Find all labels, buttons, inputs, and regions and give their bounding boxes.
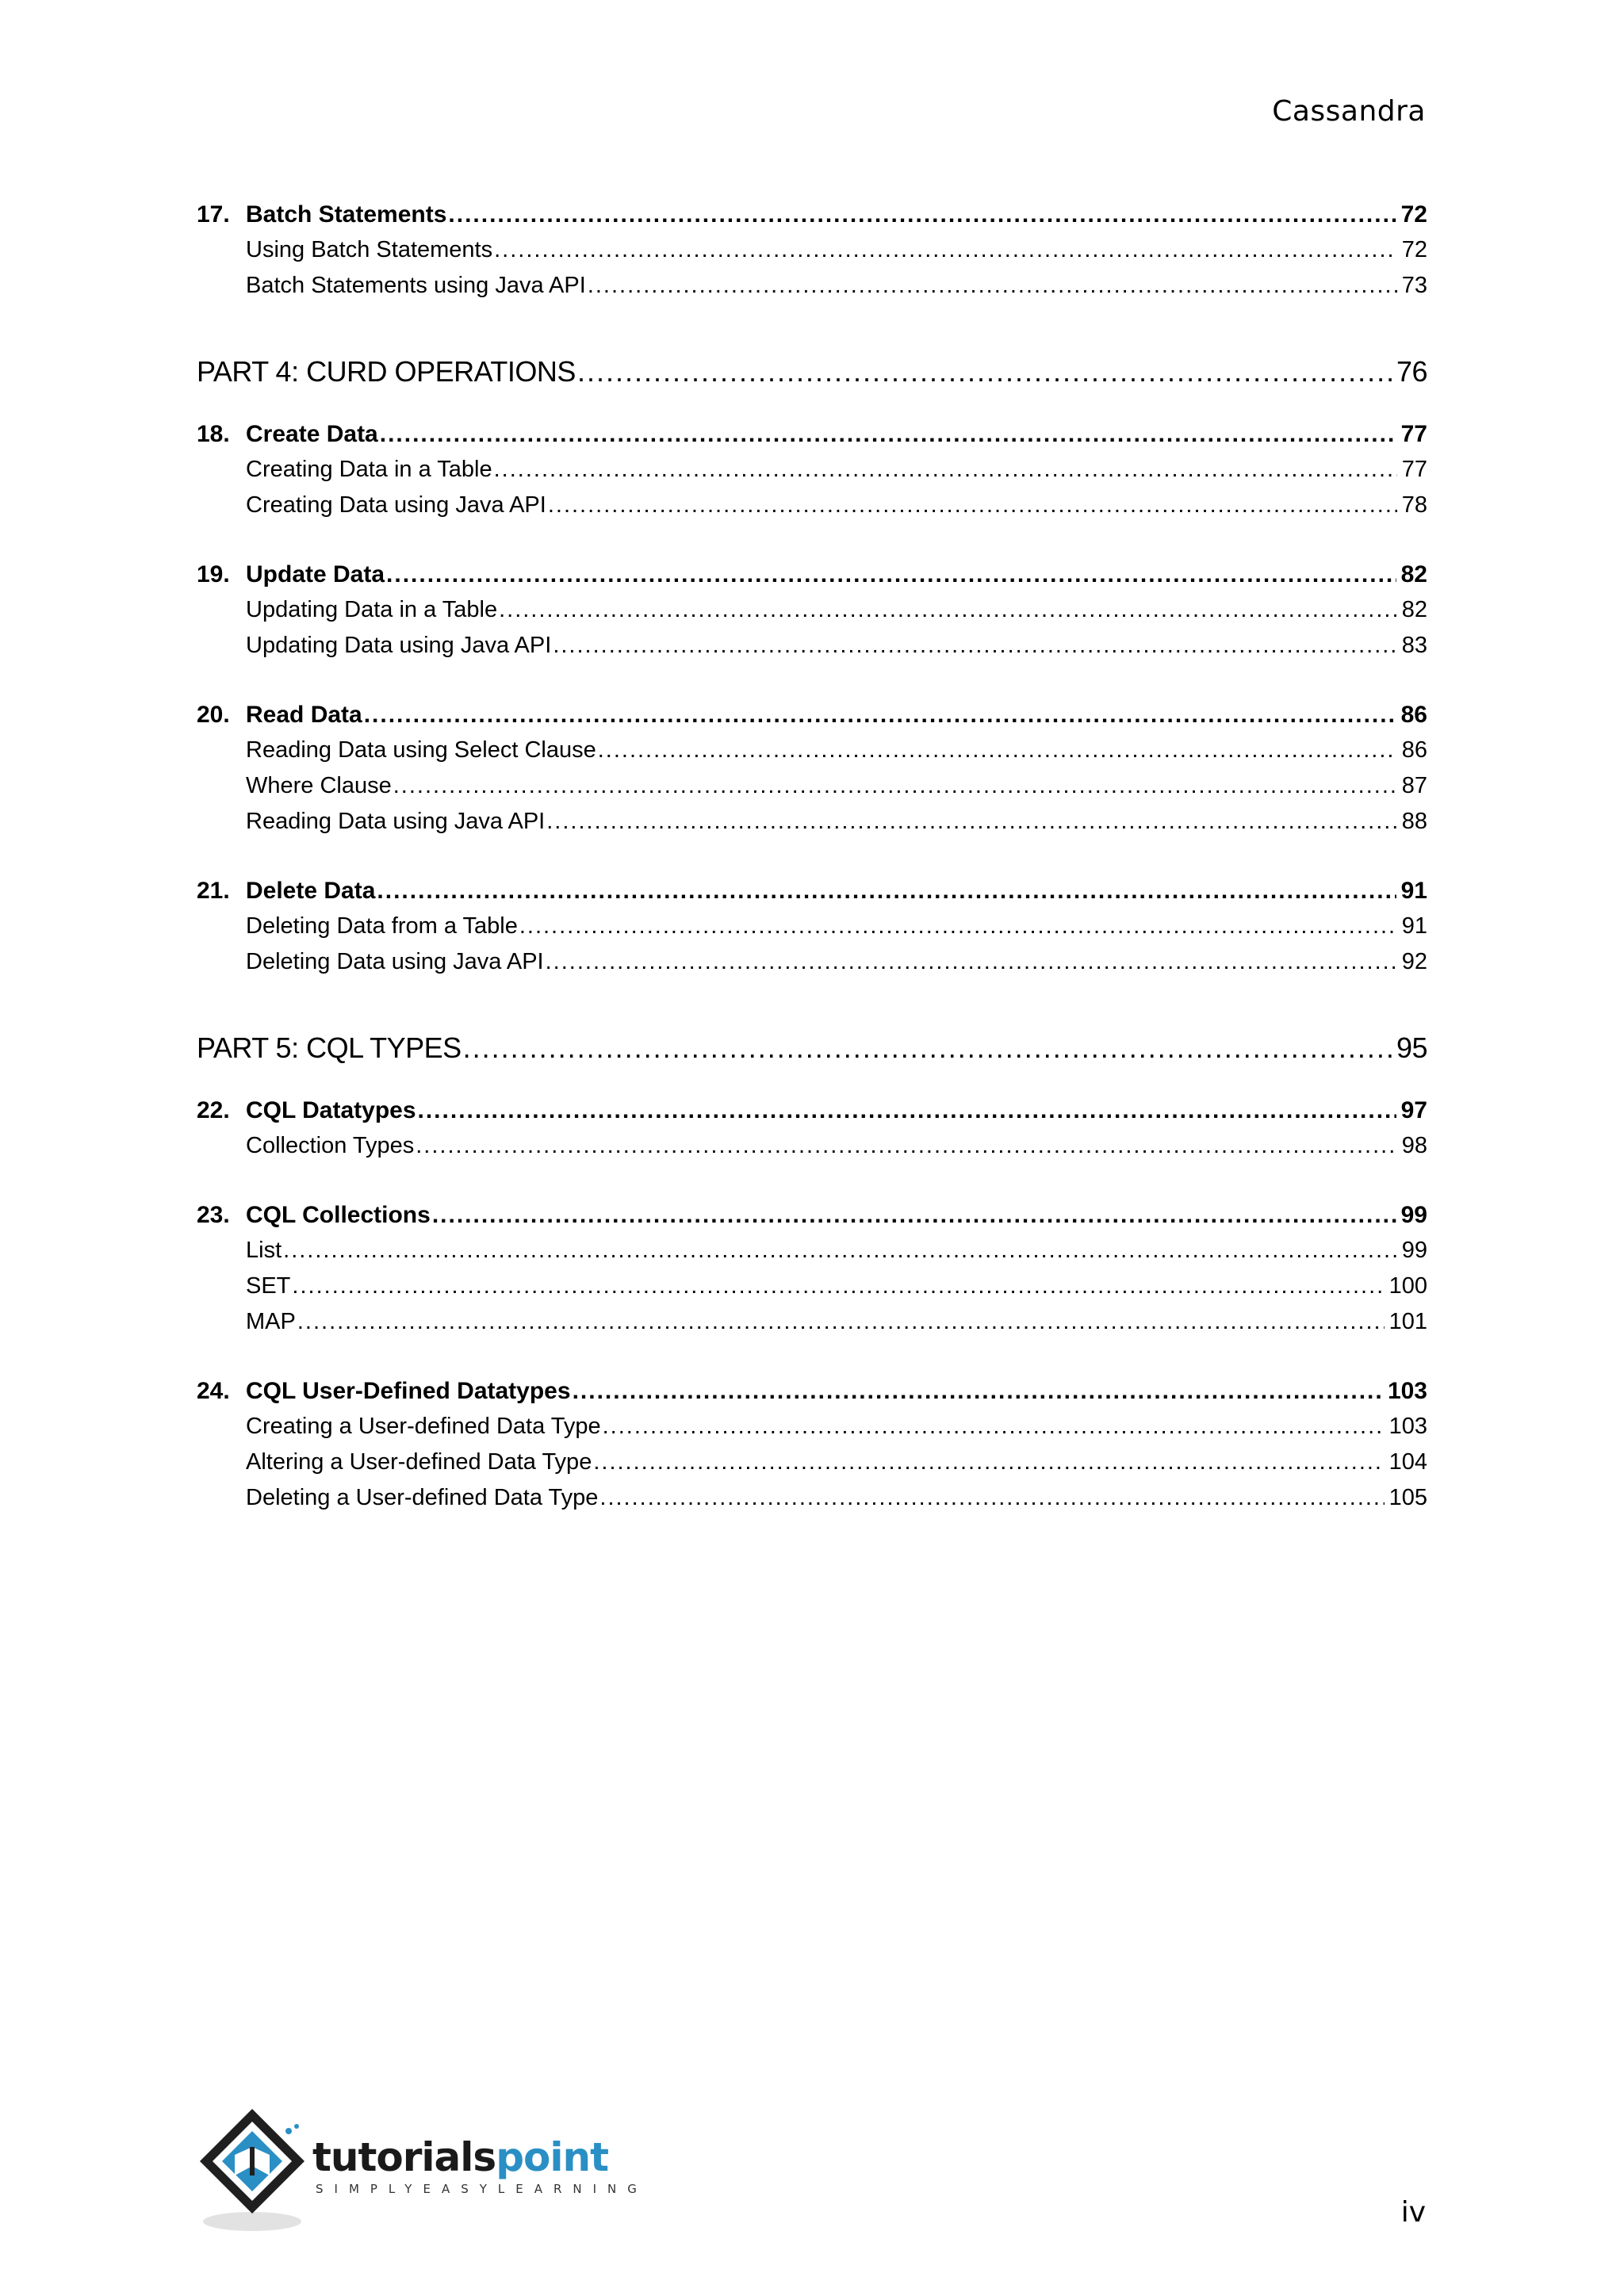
dot-leader bbox=[548, 488, 1397, 523]
dot-leader bbox=[546, 804, 1396, 840]
toc-page-number: 73 bbox=[1401, 273, 1427, 298]
dot-leader bbox=[577, 350, 1392, 394]
toc-section-entry[interactable] bbox=[197, 1128, 1427, 1164]
toc-page-number: 98 bbox=[1401, 1133, 1427, 1158]
dot-leader bbox=[573, 1373, 1383, 1409]
toc-entry-title: PART 4: CURD OPERATIONS bbox=[197, 355, 576, 388]
toc-page-number: 77 bbox=[1401, 457, 1427, 482]
toc-entry-title: List bbox=[246, 1238, 282, 1263]
toc-section-entry[interactable] bbox=[197, 452, 1427, 488]
toc-page-number: 88 bbox=[1401, 809, 1427, 834]
toc-entry-title: Update Data bbox=[246, 561, 385, 587]
toc-page-number: 91 bbox=[1401, 913, 1427, 939]
logo-diamond-icon bbox=[195, 2103, 314, 2237]
toc-entry-title: Deleting Data using Java API bbox=[246, 949, 544, 974]
dot-leader bbox=[519, 909, 1397, 944]
toc-chapter-number: 18. bbox=[197, 421, 230, 447]
tutorialspoint-logo bbox=[195, 2103, 648, 2237]
toc-page-number: 100 bbox=[1388, 1273, 1427, 1299]
dot-leader bbox=[380, 416, 1396, 452]
toc-section-entry[interactable] bbox=[197, 944, 1427, 980]
toc-entry-title: Batch Statements bbox=[246, 201, 447, 228]
dot-leader bbox=[499, 592, 1397, 628]
toc-page-number: 72 bbox=[1400, 201, 1427, 228]
toc-chapter-number: 17. bbox=[197, 201, 230, 228]
logo-wordmark bbox=[312, 2134, 608, 2180]
toc-section-entry[interactable] bbox=[197, 232, 1427, 268]
toc-chapter-number: 20. bbox=[197, 702, 230, 728]
dot-leader bbox=[418, 1093, 1396, 1128]
toc-part-entry[interactable] bbox=[197, 350, 1427, 394]
dot-leader bbox=[553, 628, 1396, 664]
dot-leader bbox=[393, 768, 1397, 804]
toc-chapter-entry[interactable] bbox=[197, 1373, 1427, 1409]
toc-page-number: 99 bbox=[1400, 1202, 1427, 1228]
toc-page-number: 99 bbox=[1401, 1238, 1427, 1263]
toc-page-number: 86 bbox=[1401, 737, 1427, 763]
toc-entry-title: Altering a User-defined Data Type bbox=[246, 1449, 592, 1475]
toc-section-entry[interactable] bbox=[197, 768, 1427, 804]
toc-entry-title: Where Clause bbox=[246, 773, 392, 798]
toc-chapter-entry[interactable] bbox=[197, 873, 1427, 909]
dot-leader bbox=[364, 697, 1396, 733]
toc-entry-title: Create Data bbox=[246, 421, 378, 447]
toc-page-number: 82 bbox=[1401, 597, 1427, 622]
toc-section-entry[interactable] bbox=[197, 628, 1427, 664]
toc-page-number: 92 bbox=[1401, 949, 1427, 974]
toc-entry-title: Delete Data bbox=[246, 878, 376, 904]
toc-section-entry[interactable] bbox=[197, 592, 1427, 628]
toc-page-number: 95 bbox=[1396, 1031, 1427, 1064]
dot-leader bbox=[292, 1269, 1384, 1304]
dot-leader bbox=[494, 232, 1397, 268]
toc-section-entry[interactable] bbox=[197, 488, 1427, 523]
logo-tagline: SIMPLYEASYLEARNING bbox=[316, 2182, 648, 2196]
dot-leader bbox=[448, 197, 1396, 232]
toc-entry-title: Updating Data using Java API bbox=[246, 633, 552, 658]
toc-entry-title: Deleting Data from a Table bbox=[246, 913, 518, 939]
toc-entry-title: CQL Collections bbox=[246, 1202, 431, 1228]
toc-chapter-entry[interactable] bbox=[197, 1093, 1427, 1128]
toc-entry-title: SET bbox=[246, 1273, 291, 1299]
toc-chapter-number: 21. bbox=[197, 878, 230, 904]
logo-word-tutorials: tutorials bbox=[312, 2134, 496, 2180]
toc-part-entry[interactable] bbox=[197, 1026, 1427, 1070]
toc-entry-title: CQL User-Defined Datatypes bbox=[246, 1378, 571, 1404]
dot-leader bbox=[598, 733, 1397, 768]
toc-entry-title: MAP bbox=[246, 1309, 296, 1334]
toc-entry-title: Batch Statements using Java API bbox=[246, 273, 586, 298]
toc-section-entry[interactable] bbox=[197, 1304, 1427, 1340]
toc-page-number: 104 bbox=[1388, 1449, 1427, 1475]
toc-chapter-number: 22. bbox=[197, 1097, 230, 1123]
toc-entry-title: Reading Data using Select Clause bbox=[246, 737, 596, 763]
toc-page-number: 103 bbox=[1388, 1414, 1427, 1439]
toc-page-number: 72 bbox=[1401, 237, 1427, 262]
toc-chapter-entry[interactable] bbox=[197, 697, 1427, 733]
toc-chapter-number: 19. bbox=[197, 561, 230, 587]
toc-section-entry[interactable] bbox=[197, 1269, 1427, 1304]
dot-leader bbox=[386, 557, 1396, 592]
toc-page-number: 101 bbox=[1388, 1309, 1427, 1334]
toc-page-number: 78 bbox=[1401, 492, 1427, 518]
toc-entry-title: Deleting a User-defined Data Type bbox=[246, 1485, 599, 1510]
toc-chapter-entry[interactable] bbox=[197, 1197, 1427, 1233]
toc-entry-title: Collection Types bbox=[246, 1133, 415, 1158]
toc-entry-title: Creating Data in a Table bbox=[246, 457, 492, 482]
toc-entry-title: Reading Data using Java API bbox=[246, 809, 546, 834]
toc-page-number: 91 bbox=[1400, 878, 1427, 904]
logo-word-point: point bbox=[496, 2134, 608, 2180]
toc-chapter-entry[interactable] bbox=[197, 197, 1427, 232]
dot-leader bbox=[546, 944, 1397, 980]
dot-leader bbox=[283, 1233, 1397, 1269]
page-number: iv bbox=[1400, 2196, 1426, 2229]
table-of-contents bbox=[197, 197, 1427, 1516]
toc-page-number: 105 bbox=[1388, 1485, 1427, 1510]
dot-leader bbox=[463, 1026, 1392, 1070]
toc-section-entry[interactable] bbox=[197, 268, 1427, 304]
toc-section-entry[interactable] bbox=[197, 1445, 1427, 1480]
toc-section-entry[interactable] bbox=[197, 1233, 1427, 1269]
toc-section-entry[interactable] bbox=[197, 1409, 1427, 1445]
dot-leader bbox=[416, 1128, 1396, 1164]
dot-leader bbox=[599, 1480, 1384, 1516]
toc-page-number: 82 bbox=[1400, 561, 1427, 587]
toc-page-number: 76 bbox=[1396, 355, 1427, 388]
toc-chapter-number: 24. bbox=[197, 1378, 230, 1404]
toc-page-number: 86 bbox=[1400, 702, 1427, 728]
toc-section-entry[interactable] bbox=[197, 733, 1427, 768]
toc-entry-title: CQL Datatypes bbox=[246, 1097, 416, 1123]
toc-chapter-entry[interactable] bbox=[197, 416, 1427, 452]
toc-section-entry[interactable] bbox=[197, 804, 1427, 840]
toc-entry-title: Creating Data using Java API bbox=[246, 492, 546, 518]
dot-leader bbox=[593, 1445, 1384, 1480]
toc-page-number: 103 bbox=[1387, 1378, 1427, 1404]
toc-page-number: 83 bbox=[1401, 633, 1427, 658]
dot-leader bbox=[603, 1409, 1385, 1445]
toc-page-number: 87 bbox=[1401, 773, 1427, 798]
toc-entry-title: Using Batch Statements bbox=[246, 237, 493, 262]
toc-page-number: 97 bbox=[1400, 1097, 1427, 1123]
toc-chapter-entry[interactable] bbox=[197, 557, 1427, 592]
toc-entry-title: Read Data bbox=[246, 702, 362, 728]
toc-chapter-number: 23. bbox=[197, 1202, 230, 1228]
dot-leader bbox=[494, 452, 1397, 488]
dot-leader bbox=[588, 268, 1397, 304]
dot-leader bbox=[432, 1197, 1396, 1233]
toc-entry-title: PART 5: CQL TYPES bbox=[197, 1031, 462, 1064]
toc-section-entry[interactable] bbox=[197, 909, 1427, 944]
running-header: Cassandra bbox=[1272, 95, 1426, 128]
dot-leader bbox=[377, 873, 1396, 909]
toc-page-number: 77 bbox=[1400, 421, 1427, 447]
toc-section-entry[interactable] bbox=[197, 1480, 1427, 1516]
dot-leader bbox=[297, 1304, 1385, 1340]
toc-entry-title: Updating Data in a Table bbox=[246, 597, 498, 622]
toc-entry-title: Creating a User-defined Data Type bbox=[246, 1414, 601, 1439]
